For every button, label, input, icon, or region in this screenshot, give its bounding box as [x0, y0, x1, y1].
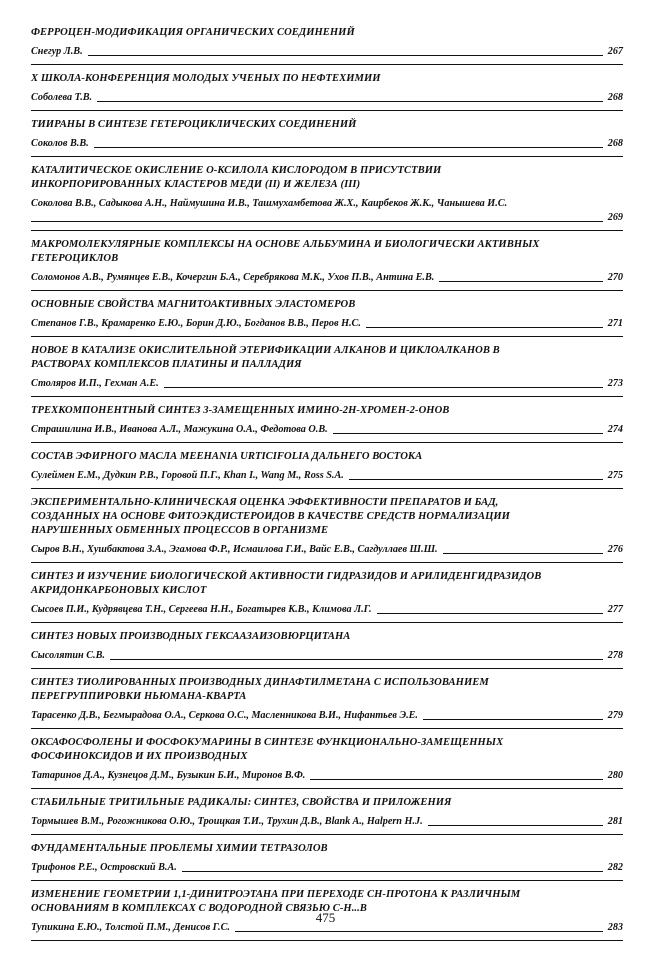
toc-entry	[31, 118, 623, 157]
entry-leader-row	[31, 211, 623, 225]
entry-title	[31, 736, 623, 764]
entry-authors: Сысолятин С.В.	[31, 650, 105, 661]
leader-line	[235, 931, 603, 932]
entry-author-row	[31, 861, 623, 875]
entry-page-number: 276	[607, 544, 623, 555]
entry-title-line: ТИИРАНЫ В СИНТЕЗЕ ГЕТЕРОЦИКЛИЧЕСКИХ СОЕДИНЕНИЙ	[31, 119, 357, 130]
toc-entry	[31, 164, 623, 231]
entry-title	[31, 796, 623, 810]
entry-authors: Снегур Л.В.	[31, 46, 83, 57]
entry-authors: Соломонов А.В., Румянцев Е.В., Кочергин Б.А., Серебрякова М.К., Ухов П.В., Антина Е.В.	[31, 272, 435, 283]
entry-author-row	[31, 91, 623, 105]
entry-author-row	[31, 377, 623, 391]
entry-title-line: АКРИДОНКАРБОНОВЫХ КИСЛОТ	[31, 585, 207, 596]
entry-divider	[31, 442, 623, 443]
entry-title	[31, 344, 623, 372]
entry-authors: Соболева Т.В.	[31, 92, 93, 103]
leader-line	[97, 101, 603, 102]
entry-title-line: ФЕРРОЦЕН-МОДИФИКАЦИЯ ОРГАНИЧЕСКИХ СОЕДИНЕНИЙ	[31, 27, 355, 38]
entry-authors: Тупикина Е.Ю., Толстой П.М., Денисов Г.С.	[31, 922, 230, 933]
toc-entry	[31, 736, 623, 789]
entry-page-number: 274	[607, 424, 623, 435]
entry-divider	[31, 834, 623, 835]
entry-title-line: ОСНОВНЫЕ СВОЙСТВА МАГНИТОАКТИВНЫХ ЭЛАСТОМЕРОВ	[31, 299, 356, 310]
entry-title	[31, 238, 623, 266]
entry-divider	[31, 396, 623, 397]
entry-author-row	[31, 649, 623, 663]
entry-author-row	[31, 543, 623, 557]
entry-page-number: 268	[607, 138, 623, 149]
entry-author-row	[31, 769, 623, 783]
entry-page-number: 271	[607, 318, 623, 329]
toc-entry	[31, 496, 623, 563]
entry-page-number: 269	[607, 212, 623, 223]
entry-divider	[31, 668, 623, 669]
entry-title-line: НОВОЕ В КАТАЛИЗЕ ОКИСЛИТЕЛЬНОЙ ЭТЕРИФИКАЦИИ АЛКАНОВ И ЦИКЛОАЛКАНОВ В	[31, 345, 500, 356]
table-of-contents	[31, 26, 623, 948]
page-number: 475	[315, 910, 336, 925]
leader-line	[439, 281, 602, 282]
entry-title-line: СИНТЕЗ И ИЗУЧЕНИЕ БИОЛОГИЧЕСКОЙ АКТИВНОСТИ ГИДРАЗИДОВ И АРИЛИДЕНГИДРАЗИДОВ	[31, 571, 542, 582]
leader-line	[310, 779, 602, 780]
entry-author-row	[31, 815, 623, 829]
entry-title-line: РАСТВОРАХ КОМПЛЕКСОВ ПЛАТИНЫ И ПАЛЛАДИЯ	[31, 359, 302, 370]
entry-title-line: ФУНДАМЕНТАЛЬНЫЕ ПРОБЛЕМЫ ХИМИИ ТЕТРАЗОЛОВ	[31, 843, 328, 854]
leader-line	[31, 221, 603, 222]
entry-title-line: Х ШКОЛА-КОНФЕРЕНЦИЯ МОЛОДЫХ УЧЕНЫХ ПО НЕФТЕХИМИИ	[31, 73, 381, 84]
toc-entry	[31, 26, 623, 65]
entry-divider	[31, 622, 623, 623]
entry-divider	[31, 728, 623, 729]
entry-title-line: СТАБИЛЬНЫЕ ТРИТИЛЬНЫЕ РАДИКАЛЫ: СИНТЕЗ, СВОЙСТВА И ПРИЛОЖЕНИЯ	[31, 797, 452, 808]
leader-line	[94, 147, 603, 148]
entry-title-line: МАКРОМОЛЕКУЛЯРНЫЕ КОМПЛЕКСЫ НА ОСНОВЕ АЛЬБУМИНА И БИОЛОГИЧЕСКИ АКТИВНЫХ	[31, 239, 540, 250]
entry-title-line: ФОСФИНОКСИДОВ И ИХ ПРОИЗВОДНЫХ	[31, 751, 248, 762]
entry-title-line: ПЕРЕГРУППИРОВКИ НЬЮМАНА-КВАРТА	[31, 691, 247, 702]
entry-page-number: 278	[607, 650, 623, 661]
entry-title-line: КАТАЛИТИЧЕСКОЕ ОКИСЛЕНИЕ О-КСИЛОЛА КИСЛОРОДОМ В ПРИСУТСТВИИ	[31, 165, 442, 176]
toc-entry	[31, 676, 623, 729]
entry-authors: Трифонов Р.Е., Островский В.А.	[31, 862, 177, 873]
entry-divider	[31, 64, 623, 65]
entry-page-number: 270	[607, 272, 623, 283]
leader-line	[423, 719, 603, 720]
leader-line	[377, 613, 603, 614]
entry-page-number: 267	[607, 46, 623, 57]
entry-title-line: ГЕТЕРОЦИКЛОВ	[31, 253, 119, 264]
entry-title	[31, 570, 623, 598]
entry-title	[31, 842, 623, 856]
leader-line	[182, 871, 603, 872]
entry-page-number: 280	[607, 770, 623, 781]
entry-divider	[31, 230, 623, 231]
entry-authors: Соколов В.В.	[31, 138, 89, 149]
entry-author-row	[31, 45, 623, 59]
entry-title	[31, 630, 623, 644]
entry-authors: Сулеймен Е.М., Дудкин Р.В., Горовой П.Г., Khan I., Wang M., Ross S.A.	[31, 470, 344, 481]
leader-line	[349, 479, 603, 480]
leader-line	[443, 553, 603, 554]
entry-title	[31, 450, 623, 464]
entry-title	[31, 164, 623, 192]
entry-title	[31, 496, 623, 538]
entry-divider	[31, 562, 623, 563]
entry-author-row	[31, 317, 623, 331]
entry-divider	[31, 290, 623, 291]
entry-author-row	[31, 137, 623, 151]
entry-page-number: 273	[607, 378, 623, 389]
entry-divider	[31, 336, 623, 337]
entry-author-row	[31, 603, 623, 617]
entry-divider	[31, 110, 623, 111]
entry-title-line: ТРЕХКОМПОНЕНТНЫЙ СИНТЕЗ 3-ЗАМЕЩЕННЫХ ИМИНО-2Н-ХРОМЕН-2-ОНОВ	[31, 405, 450, 416]
entry-title-line: ОСНОВАНИЯМ В КОМПЛЕКСАХ С ВОДОРОДНОЙ СВЯЗЬЮ С-Н...В	[31, 903, 367, 914]
leader-line	[110, 659, 603, 660]
entry-authors: Страшилина И.В., Иванова А.Л., Мажукина О.А., Федотова О.В.	[31, 424, 328, 435]
entry-page-number: 277	[607, 604, 623, 615]
entry-divider	[31, 488, 623, 489]
toc-entry	[31, 298, 623, 337]
entry-author-row	[31, 423, 623, 437]
toc-entry	[31, 450, 623, 489]
leader-line	[88, 55, 603, 56]
toc-entry	[31, 570, 623, 623]
entry-divider	[31, 156, 623, 157]
entry-page-number: 281	[607, 816, 623, 827]
entry-page-number: 283	[607, 922, 623, 933]
leader-line	[366, 327, 603, 328]
entry-authors: Тарасенко Д.В., Бегмырадова О.А., Серкова О.С., Масленникова В.И., Нифантьев Э.Е.	[31, 710, 418, 721]
toc-entry	[31, 344, 623, 397]
entry-author-row	[31, 469, 623, 483]
toc-entry	[31, 404, 623, 443]
entry-authors: Соколова В.В., Садыкова А.Н., Наймушина И.В., Ташмухамбетова Ж.Х., Каирбеков Ж.К., Чанышева И.С.	[31, 198, 508, 209]
leader-line	[428, 825, 603, 826]
entry-title	[31, 72, 623, 86]
entry-authors: Столяров И.П., Гехман А.Е.	[31, 378, 159, 389]
entry-authors: Сыров В.Н., Хушбактова З.А., Эгамова Ф.Р., Исмаилова Г.И., Вайс Е.В., Сагдуллаев Ш.Ш.	[31, 544, 438, 555]
toc-entry	[31, 72, 623, 111]
toc-entry	[31, 238, 623, 291]
entry-page-number: 275	[607, 470, 623, 481]
entry-page-number: 268	[607, 92, 623, 103]
entry-title-line: СИНТЕЗ ТИОЛИРОВАННЫХ ПРОИЗВОДНЫХ ДИНАФТИЛМЕТАНА С ИСПОЛЬЗОВАНИЕМ	[31, 677, 489, 688]
entry-title	[31, 298, 623, 312]
entry-page-number: 279	[607, 710, 623, 721]
toc-entry	[31, 630, 623, 669]
entry-authors: Татаринов Д.А., Кузнецов Д.М., Бузыкин Б.И., Миронов В.Ф.	[31, 770, 306, 781]
entry-divider	[31, 940, 623, 941]
entry-author-row	[31, 271, 623, 285]
entry-authors: Сысоев П.И., Кудрявцева Т.Н., Сергеева Н.Н., Богатырев К.В., Климова Л.Г.	[31, 604, 372, 615]
entry-title	[31, 676, 623, 704]
entry-title-line: СОЗДАННЫХ НА ОСНОВЕ ФИТОЭКДИСТЕРОИДОВ В КАЧЕСТВЕ СРЕДСТВ НОРМАЛИЗАЦИИ	[31, 511, 510, 522]
leader-line	[333, 433, 603, 434]
entry-author-row	[31, 709, 623, 723]
entry-authors: Степанов Г.В., Крамаренко Е.Ю., Борин Д.Ю., Богданов В.В., Перов Н.С.	[31, 318, 361, 329]
entry-page-number: 282	[607, 862, 623, 873]
entry-authors: Тормышев В.М., Рогожникова О.Ю., Троицкая Т.И., Трухин Д.В., Blank A., Halpern H.J.	[31, 816, 423, 827]
entry-title-line: НАРУШЕННЫХ ОБМЕННЫХ ПРОЦЕССОВ В ОРГАНИЗМЕ	[31, 525, 329, 536]
entry-title-line: ИНКОРПОРИРОВАННЫХ КЛАСТЕРОВ МЕДИ (II) И ЖЕЛЕЗА (III)	[31, 179, 361, 190]
leader-line	[164, 387, 603, 388]
entry-title	[31, 118, 623, 132]
entry-divider	[31, 880, 623, 881]
entry-title-line: СОСТАВ ЭФИРНОГО МАСЛА MEEHANIA URTICIFOLIA ДАЛЬНЕГО ВОСТОКА	[31, 451, 423, 462]
entry-title	[31, 26, 623, 40]
entry-title-line: ОКСАФОСФОЛЕНЫ И ФОСФОКУМАРИНЫ В СИНТЕЗЕ ФУНКЦИОНАЛЬНО-ЗАМЕЩЕННЫХ	[31, 737, 504, 748]
entry-title	[31, 404, 623, 418]
toc-entry	[31, 842, 623, 881]
entry-divider	[31, 788, 623, 789]
entry-title-line: ИЗМЕНЕНИЕ ГЕОМЕТРИИ 1,1-ДИНИТРОЭТАНА ПРИ ПЕРЕХОДЕ СН-ПРОТОНА К РАЗЛИЧНЫМ	[31, 889, 521, 900]
entry-title-line: СИНТЕЗ НОВЫХ ПРОИЗВОДНЫХ ГЕКСААЗАИЗОВЮРЦИТАНА	[31, 631, 351, 642]
toc-entry	[31, 796, 623, 835]
entry-title-line: ЭКСПЕРИМЕНТАЛЬНО-КЛИНИЧЕСКАЯ ОЦЕНКА ЭФФЕКТИВНОСТИ ПРЕПАРАТОВ И БАД,	[31, 497, 499, 508]
